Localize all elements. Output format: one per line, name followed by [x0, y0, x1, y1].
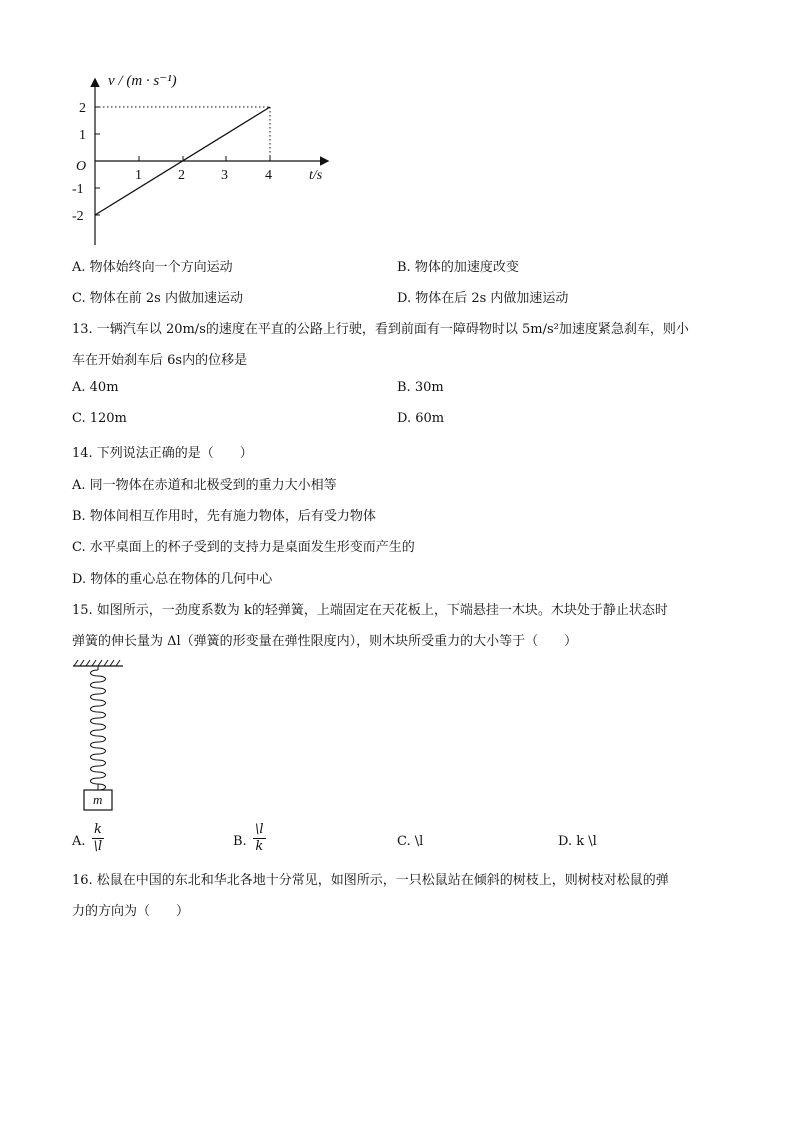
- q16-stem-line1: 16. 松鼠在中国的东北和华北各地十分常见，如图所示，一只松鼠站在倾斜的树枝上，则树枝对松鼠的弹: [72, 873, 669, 888]
- ceiling-hatching: [74, 660, 120, 666]
- mass-label: m: [93, 792, 103, 807]
- q13-option-a[interactable]: A. 40m: [72, 380, 119, 395]
- q15-stem-line2: 弹簧的伸长量为 Δl（弹簧的形变量在弹性限度内），则木块所受重力的大小等于（ ）: [72, 634, 578, 649]
- origin-label: O: [76, 159, 87, 174]
- spring-diagram: [68, 658, 128, 816]
- fraction-denominator: k: [255, 839, 264, 854]
- q14-option-d[interactable]: D. 物体的重心总在物体的几何中心: [72, 572, 273, 587]
- q15-option-b-fraction[interactable]: [253, 822, 266, 855]
- q12-option-d[interactable]: D. 物体在后 2s 内做加速运动: [397, 291, 569, 306]
- y-tick-label: -1: [72, 182, 84, 197]
- fraction-numerator: k: [94, 822, 102, 837]
- x-tick-label: 3: [221, 168, 228, 183]
- q15-option-a-fraction[interactable]: [92, 822, 104, 855]
- fraction-denominator: \l: [93, 839, 103, 854]
- y-axis-label: v / (m · s⁻¹): [108, 73, 177, 89]
- fraction-numerator: \l: [255, 822, 264, 837]
- q13-option-b[interactable]: B. 30m: [397, 380, 444, 395]
- x-tick-label: 1: [135, 168, 142, 183]
- q13-stem-line1: 13. 一辆汽车以 20m/s的速度在平直的公路上行驶，看到前面有一障碍物时以 5m/s²加速度紧急刹车，则小: [72, 322, 689, 337]
- q14-option-a[interactable]: A. 同一物体在赤道和北极受到的重力大小相等: [72, 478, 337, 493]
- q12-option-b[interactable]: B. 物体的加速度改变: [397, 260, 519, 275]
- q15-option-a-label[interactable]: A.: [72, 834, 86, 849]
- q12-option-c[interactable]: C. 物体在前 2s 内做加速运动: [72, 291, 243, 306]
- q15-option-b-label[interactable]: B.: [233, 834, 247, 849]
- spring-coil: [91, 666, 106, 790]
- q15-option-d[interactable]: D. k \l: [558, 834, 597, 849]
- y-tick-label: 1: [79, 128, 86, 143]
- q14-option-b[interactable]: B. 物体间相互作用时，先有施力物体，后有受力物体: [72, 509, 376, 524]
- x-tick-label: 4: [265, 168, 272, 183]
- q13-option-c[interactable]: C. 120m: [72, 411, 127, 426]
- q15-stem-line1: 15. 如图所示，一劲度系数为 k的轻弹簧，上端固定在天花板上，下端悬挂一木块。木块处于静止状态时: [72, 603, 668, 618]
- y-tick-label: 2: [79, 101, 86, 116]
- x-axis-label: t/s: [309, 168, 323, 183]
- q13-option-d[interactable]: D. 60m: [397, 411, 445, 426]
- q12-option-a[interactable]: A. 物体始终向一个方向运动: [72, 260, 233, 275]
- q14-stem: 14. 下列说法正确的是（ ）: [72, 446, 253, 461]
- q15-option-c[interactable]: C. \l: [397, 834, 424, 849]
- velocity-time-graph: [60, 60, 350, 255]
- q16-stem-line2: 力的方向为（ ）: [72, 904, 190, 919]
- q14-option-c[interactable]: C. 水平桌面上的杯子受到的支持力是桌面发生形变而产生的: [72, 540, 415, 555]
- q13-stem-line2: 车在开始刹车后 6s内的位移是: [72, 353, 248, 368]
- y-tick-label: -2: [72, 209, 84, 224]
- x-tick-label: 2: [178, 168, 185, 183]
